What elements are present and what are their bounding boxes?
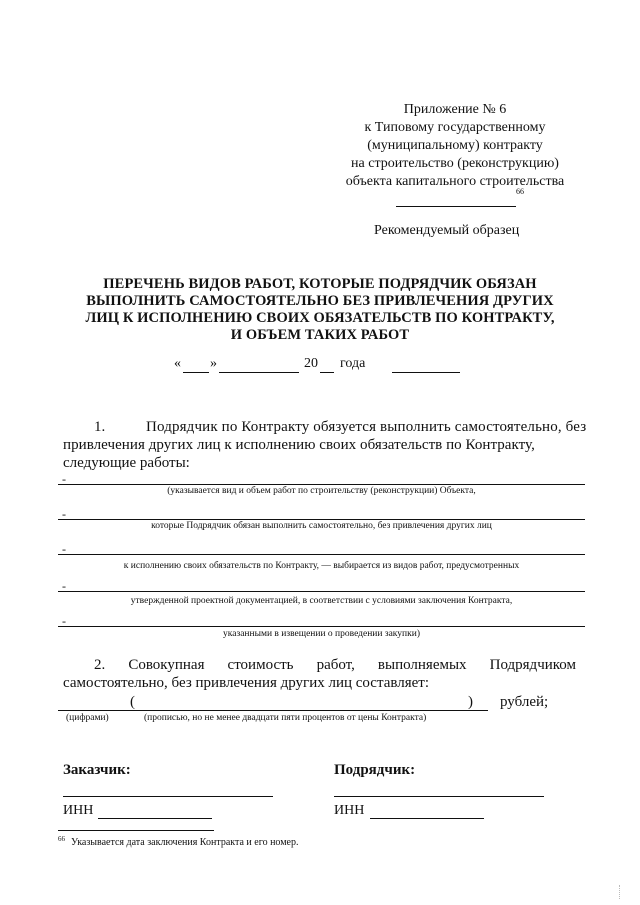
year-blank — [320, 372, 334, 373]
appendix-line: объекта капитального строительства — [345, 174, 565, 189]
footnote-ref: 66 — [516, 187, 524, 196]
work-fill-line — [58, 484, 585, 485]
list-dash: - — [62, 507, 66, 521]
number-blank — [392, 372, 460, 373]
section-2-word: работ, — [316, 657, 355, 673]
customer-heading: Заказчик: — [63, 762, 131, 778]
work-fill-line — [58, 519, 585, 520]
amount-fill-line — [58, 710, 488, 711]
list-dash: - — [62, 579, 66, 593]
title-line: ПЕРЕЧЕНЬ ВИДОВ РАБОТ, КОТОРЫЕ ПОДРЯДЧИК ОБЯЗАН — [103, 276, 537, 292]
recommended-sample-label: Рекомендуемый образец — [374, 223, 520, 238]
appendix-line: на строительство (реконструкцию) — [351, 156, 559, 171]
month-blank — [219, 372, 299, 373]
field-caption: указанными в извещении о проведении закупки) — [223, 629, 420, 639]
section-2-word: Совокупная — [128, 657, 205, 673]
section-2-text: самостоятельно, без привлечения других лиц составляет: — [63, 675, 430, 691]
section-1-number: 1. — [94, 419, 106, 435]
section-2-number: 2. — [94, 657, 106, 673]
appendix-line: (муниципальному) контракту — [367, 138, 543, 153]
section-1-text: привлечения других лиц к исполнению своих обязательств по Контракту, — [63, 437, 535, 453]
section-1-text: Подрядчик по Контракту обязуется выполнить самостоятельно, без — [146, 419, 587, 435]
footnote-separator — [58, 830, 214, 831]
customer-signature-line — [63, 796, 273, 797]
field-caption: (указывается вид и объем работ по строительству (реконструкции) Объекта, — [167, 486, 476, 496]
contract-number-blank — [396, 206, 516, 207]
section-2-first-line — [94, 656, 576, 674]
work-fill-line — [58, 591, 585, 592]
section-2-word: Подрядчиком — [489, 657, 576, 673]
title-line: И ОБЪЕМ ТАКИХ РАБОТ — [230, 327, 410, 343]
close-paren: ) — [468, 694, 473, 710]
title-line: ЛИЦ К ИСПОЛНЕНИЮ СВОИХ ОБЯЗАТЕЛЬСТВ ПО КОНТРАКТУ, — [85, 310, 555, 326]
currency-label: рублей; — [500, 694, 549, 710]
appendix-title: Приложение № 6 — [403, 102, 507, 117]
section-1-text: следующие работы: — [63, 455, 190, 471]
field-caption: к исполнению своих обязательств по Контракту, — выбирается из видов работ, предусмотренных — [123, 561, 520, 571]
year-word: года — [340, 356, 366, 371]
contractor-inn-field — [370, 818, 484, 819]
customer-inn-label: ИНН — [63, 803, 94, 818]
section-2-word: выполняемых — [377, 657, 467, 673]
appendix-line: к Типовому государственному — [364, 120, 546, 135]
scan-edge-mark — [619, 885, 626, 899]
digits-caption: (цифрами) — [66, 713, 109, 723]
work-fill-line — [58, 626, 585, 627]
close-quote: » — [210, 356, 217, 371]
list-dash: - — [62, 472, 66, 486]
year-prefix: 20 — [304, 356, 318, 371]
contractor-signature-line — [334, 796, 544, 797]
open-paren: ( — [130, 694, 135, 710]
title-line: ВЫПОЛНИТЬ САМОСТОЯТЕЛЬНО БЕЗ ПРИВЛЕЧЕНИЯ ДРУГИХ — [86, 293, 554, 309]
day-blank — [183, 372, 209, 373]
field-caption: утвержденной проектной документацией, в соответствии с условиями заключения Контракта, — [130, 596, 513, 606]
field-caption: которые Подрядчик обязан выполнить самостоятельно, без привлечения других лиц — [151, 521, 492, 531]
words-caption: (прописью, но не менее двадцати пяти процентов от цены Контракта) — [144, 713, 427, 723]
open-quote: « — [174, 356, 181, 371]
footnote-mark: 66 — [58, 835, 65, 843]
section-2-word: стоимость — [227, 657, 294, 673]
customer-inn-field — [98, 818, 212, 819]
contractor-heading: Подрядчик: — [334, 762, 416, 778]
footnote-text: Указывается дата заключения Контракта и его номер. — [71, 837, 299, 848]
work-fill-line — [58, 554, 585, 555]
list-dash: - — [62, 614, 66, 628]
contractor-inn-label: ИНН — [334, 803, 365, 818]
list-dash: - — [62, 542, 66, 556]
